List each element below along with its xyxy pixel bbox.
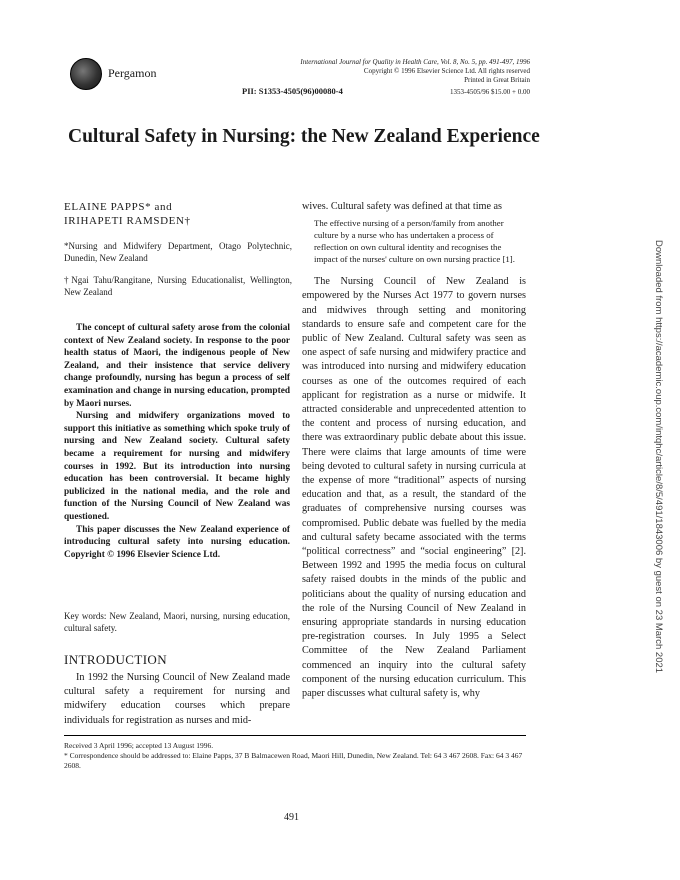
author-line-1: ELAINE PAPPS* and [64, 201, 173, 213]
received-note: Received 3 April 1996; accepted 13 August 1996. [64, 741, 214, 750]
right-column [302, 200, 526, 701]
publisher-name: Pergamon [108, 66, 157, 80]
printed-line: Printed in Great Britain [464, 76, 530, 84]
affiliation-2: †Ngai Tahu/Rangitane, Nursing Educationalist, Wellington, New Zealand [64, 275, 292, 297]
keywords: Key words: New Zealand, Maori, nursing, nursing education, cultural safety. [64, 611, 290, 633]
pergamon-logo-icon [70, 58, 102, 90]
footnotes [64, 741, 526, 771]
abstract-paragraph: This paper discusses the New Zealand experience of introducing cultural safety into nursing education. Copyright © 1996 Elsevier Science Ltd. [64, 524, 290, 560]
intro-paragraph: In 1992 the Nursing Council of New Zealand made cultural safety a requirement for nursing and midwifery education courses which prepare individuals for registration as nurses and mid- [64, 672, 290, 726]
abstract-paragraph: Nursing and midwifery organizations moved to support this initiative as something which spoke truly of nursing and New Zealand society. Cultural safety became a requirement for nursing and midwifery courses in 1992. But its introduction into nursing education has been controversial. It became highly publicized in the national media, and the role and function of the Nursing Council of New Zealand was questioned. [64, 411, 290, 522]
page-number: 491 [284, 812, 299, 823]
footnote-divider [64, 735, 526, 736]
correspondence-note: * Correspondence should be addressed to: Elaine Papps, 37 B Balmacewen Road, Maori Hill, Dunedin, New Zealand. Tel: 64 3 467 2608. Fax: 64 3 467 2608. [64, 751, 523, 770]
download-watermark: Downloaded from https://academic.oup.com/intqhc/article/8/5/491/1843006 by guest on 23 March 2021 [653, 240, 664, 674]
introduction-text [64, 671, 290, 728]
journal-citation: International Journal for Quality in Health Care, Vol. 8, No. 5, pp. 491-497, 1996 [300, 58, 530, 66]
definition-quote: The effective nursing of a person/family from another culture by a nurse who has undertaken a process of reflection on own cultural identity and recognises the impact of the nurses' culture on own nursing practice [1]. [314, 218, 515, 265]
body-paragraph: The Nursing Council of New Zealand is empowered by the Nurses Act 1977 to govern nurses and midwives through setting and monitoring standards to ensure safe and competent care for the public of New Zealand. Cultural safety was seen as one aspect of safe nursing and midwifery practice and was introduced into nursing and midwifery education courses as one of the outcomes required of each applicant for registration as a nurse or midwife. It attracted considerable and unprecedented attention to the content and process of nursing education, and there was extraordinary public debate about this issue. There were claims that large amounts of time were being devoted to cultural safety in nursing curricula at the expense of more “traditional” aspects of nursing education and that, as a result, the standard of the graduates of comprehensive nursing courses was compromised. Public debate was fuelled by the media and cultural safety became associated with the terms “political correctness” and “social engineering” [2]. Between 1992 and 1995 the media focus on cultural safety raised doubts in the minds of the public and politicians about the quality of nursing education and the role of the Nursing Council of New Zealand in ensuring appropriate standards in nursing education pre-registration courses. In July 1995 a Select Committee of the New Zealand Parliament commenced an inquiry into the cultural safety component of the nursing education curriculum. This paper discusses what cultural safety is, why [302, 276, 526, 700]
author-line-2: IRIHAPETI RAMSDEN† [64, 215, 191, 227]
abstract-paragraph: The concept of cultural safety arose from the colonial context of New Zealand society. In response to the poor health status of Maori, the indigenous people of New Zealand, and their insistence that service delivery change profoundly, nursing has begun a process of self examination and change in nursing education, prompted by Maori nurses. [64, 323, 290, 409]
abstract [64, 322, 290, 561]
section-heading-introduction: INTRODUCTION [64, 652, 168, 667]
copyright-line: Copyright © 1996 Elsevier Science Ltd. All rights reserved [363, 67, 530, 75]
author-block [64, 200, 191, 228]
issn-code: 1353-4505/96 $15.00 + 0.00 [450, 88, 530, 96]
pii-code: PII: S1353-4505(96)00080-4 [242, 86, 343, 96]
right-lead-text: wives. Cultural safety was defined at that time as [302, 201, 503, 212]
journal-info [200, 58, 530, 85]
affiliation-1: *Nursing and Midwifery Department, Otago Polytechnic, Dunedin, New Zealand [64, 241, 292, 263]
article-title: Cultural Safety in Nursing: the New Zealand Experience [68, 126, 540, 147]
